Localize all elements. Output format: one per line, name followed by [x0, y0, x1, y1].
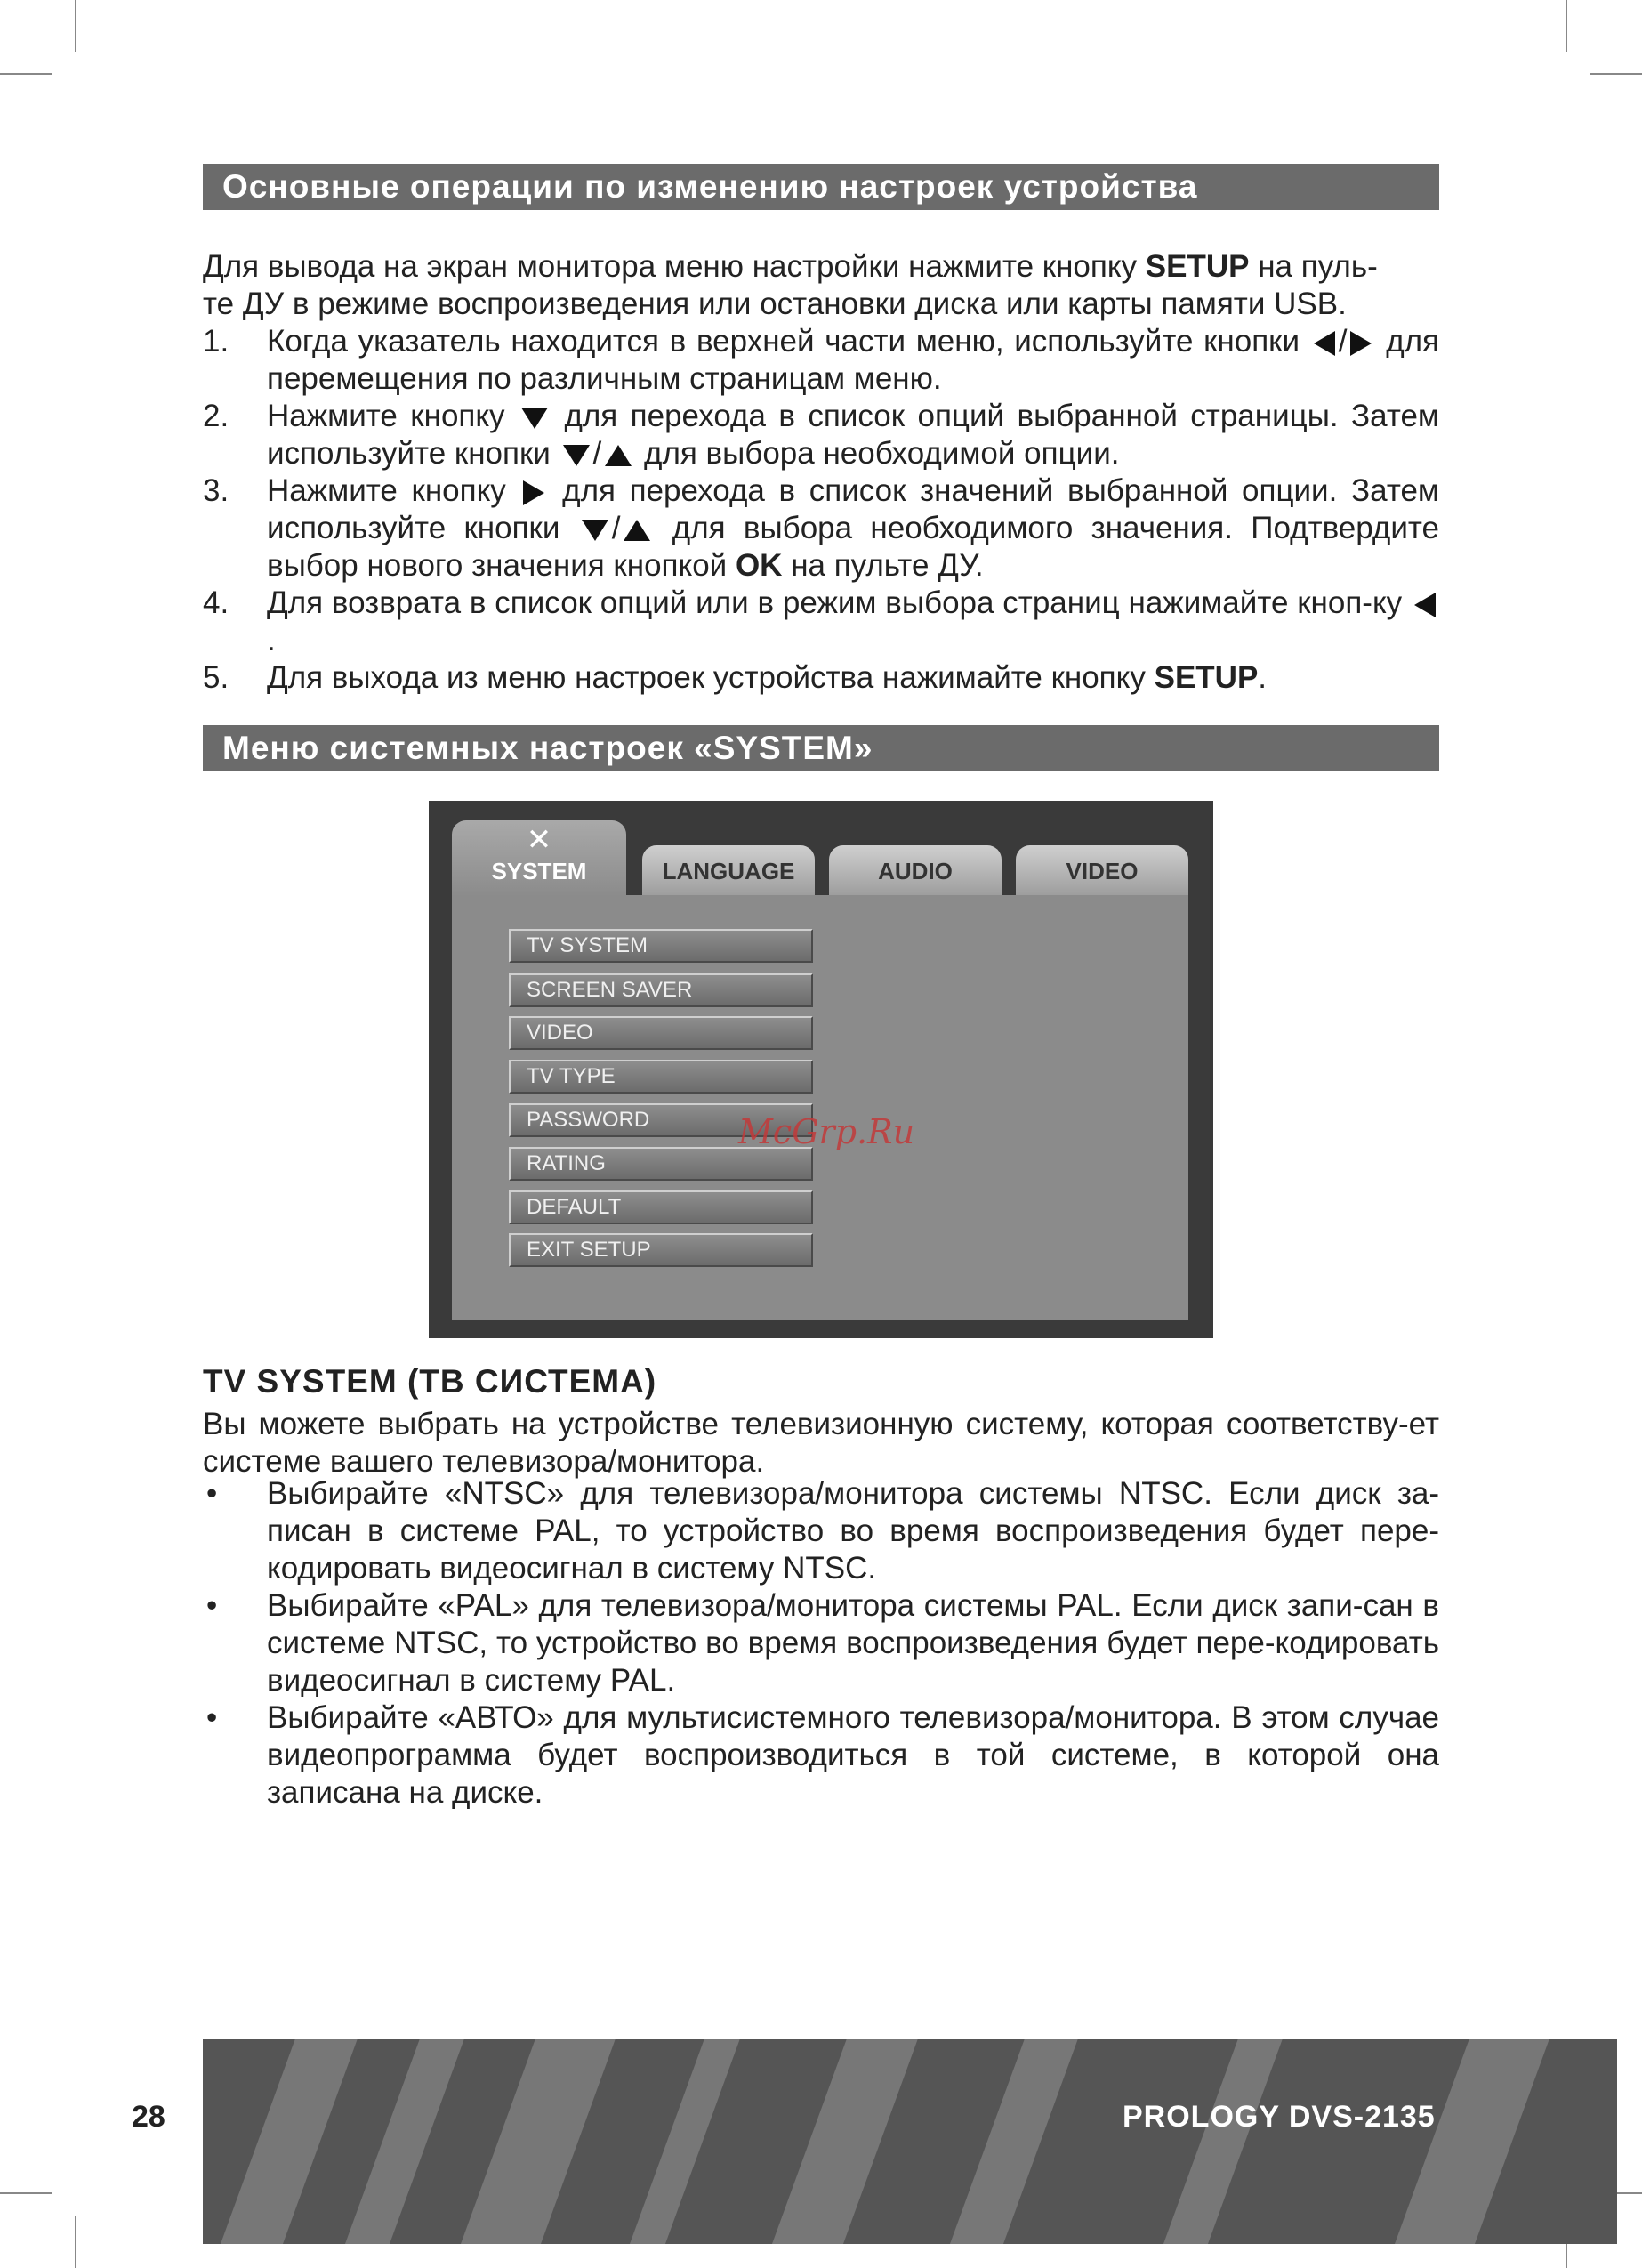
tools-icon: ✕ [526, 823, 552, 857]
decorative-stripe [762, 2039, 924, 2244]
bullet-text: Выбирайте «PAL» для телевизора/монитора системы PAL. Если диск запи-сан в системе NTSC, то устройство во время воспроизведения будет пере-кодировать видеосигнал в систему PAL. [267, 1588, 1439, 1698]
step-number: 5. [203, 660, 229, 695]
decorative-stripe [1385, 2039, 1556, 2244]
watermark: McGrp.Ru [738, 1112, 915, 1151]
list-item [203, 1699, 1439, 1812]
bullet-icon: • [206, 1476, 218, 1511]
down-arrow-icon [521, 408, 548, 429]
list-item [203, 398, 1439, 472]
decorative-stripe [211, 2039, 364, 2244]
brand-model: PROLOGY DVS-2135 [1123, 2100, 1436, 2134]
up-arrow-icon [624, 520, 650, 541]
section-title-basic-operations: Основные операции по изменению настроек устройства [203, 164, 1439, 210]
tab-label: SYSTEM [491, 858, 587, 884]
menu-panel [452, 895, 1188, 1320]
tab-label: LANGUAGE [662, 858, 795, 884]
menu-item-rating[interactable]: RATING [509, 1147, 813, 1181]
list-item [203, 323, 1439, 398]
page-number: 28 [132, 2100, 165, 2134]
ok-key: OK [735, 548, 783, 583]
crop-mark [1590, 73, 1642, 75]
slash: / [611, 511, 621, 545]
setup-key: SETUP [1145, 249, 1250, 284]
step-text: . [267, 623, 276, 658]
step-text: . [1258, 660, 1268, 695]
menu-screenshot [429, 801, 1213, 1338]
list-item [203, 659, 1439, 697]
step-text: Когда указатель находится в верхней части меню, используйте кнопки [267, 324, 1300, 359]
step-text: Для возврата в список опций или в режим выбора страниц нажимайте кноп-ку [267, 585, 1403, 620]
step-text: Нажмите кнопку [267, 473, 506, 508]
step-text: Для выхода из меню настроек устройства нажимайте кнопку [267, 660, 1146, 695]
menu-item-screen-saver[interactable]: SCREEN SAVER [509, 973, 813, 1007]
left-arrow-icon [1414, 593, 1436, 617]
decorative-stripe [620, 2039, 746, 2244]
bullet-text: Выбирайте «АВТО» для мультисистемного телевизора/монитора. В этом случае видеопрограмма будет воспроизводиться в той системе, в которой она записана на диске. [267, 1700, 1439, 1810]
bullet-icon: • [206, 1588, 218, 1623]
list-item [203, 1475, 1439, 1587]
crop-mark [75, 0, 76, 52]
menu-item-exit-setup[interactable]: EXIT SETUP [509, 1233, 813, 1267]
menu-item-tv-system[interactable]: TV SYSTEM [509, 929, 813, 963]
step-text: на пульте ДУ. [791, 548, 984, 583]
tv-system-bullets [203, 1475, 1439, 1812]
bullet-icon: • [206, 1700, 218, 1735]
up-arrow-icon [605, 445, 632, 466]
footer-band [203, 2039, 1617, 2244]
decorative-stripe [940, 2039, 1084, 2244]
slash: / [592, 436, 602, 471]
step-text: Нажмите кнопку [267, 399, 505, 433]
crop-mark [75, 2216, 76, 2268]
section-title-system-menu: Меню системных настроек «SYSTEM» [203, 725, 1439, 771]
intro-paragraph [203, 248, 1439, 323]
step-text: для перемещения по различным страницам меню. [267, 324, 1439, 396]
tab-system[interactable] [452, 820, 626, 897]
steps-list [203, 323, 1439, 697]
right-arrow-icon [1350, 331, 1372, 356]
intro-text: Для вывода на экран монитора меню настройки нажмите кнопку [203, 249, 1138, 284]
intro-text: те ДУ в режиме воспроизведения или остановки диска или карты памяти USB. [203, 287, 1347, 321]
menu-item-default[interactable]: DEFAULT [509, 1190, 813, 1224]
decorative-stripe [335, 2039, 471, 2244]
tab-video[interactable] [1016, 845, 1188, 897]
step-text: для перехода в список значений выбранной опции. Затем используйте кнопки [267, 473, 1439, 545]
decorative-stripe [1154, 2039, 1289, 2244]
right-arrow-icon [523, 480, 544, 505]
tab-audio[interactable] [829, 845, 1002, 897]
crop-mark [1566, 0, 1567, 52]
step-text: для перехода в список опций выбранной страницы. Затем используйте кнопки [267, 399, 1439, 471]
menu-item-password[interactable]: PASSWORD [509, 1103, 813, 1137]
tab-label: VIDEO [1066, 858, 1139, 884]
step-number: 4. [203, 585, 229, 620]
slash: / [1338, 324, 1348, 359]
down-arrow-icon [582, 520, 608, 541]
decorative-stripe [451, 2039, 622, 2244]
list-item [203, 585, 1439, 659]
step-text: для выбора необходимой опции. [644, 436, 1120, 471]
step-text: для выбора необходимого значения. Подтвердите выбор нового значения кнопкой [267, 511, 1439, 583]
tab-label: AUDIO [878, 858, 953, 884]
bullet-text: Выбирайте «NTSC» для телевизора/монитора системы NTSC. Если диск за-писан в системе PAL, то устройство во время воспроизведения будет пере-кодировать видеосигнал в систему NTSC. [267, 1476, 1439, 1586]
list-item [203, 472, 1439, 585]
crop-mark [0, 73, 52, 75]
left-arrow-icon [1314, 331, 1335, 356]
intro-text: на пуль- [1258, 249, 1378, 284]
list-item [203, 1587, 1439, 1699]
tv-system-intro: Вы можете выбрать на устройстве телевизионную систему, которая соответству-ет системе вашего телевизора/монитора. [203, 1407, 1439, 1479]
crop-mark [0, 2192, 52, 2194]
step-number: 2. [203, 399, 229, 433]
tv-system-heading: TV SYSTEM (ТВ СИСТЕМА) [203, 1363, 657, 1400]
tab-language[interactable] [642, 845, 815, 897]
menu-item-tv-type[interactable]: TV TYPE [509, 1060, 813, 1094]
menu-item-video[interactable]: VIDEO [509, 1016, 813, 1050]
step-number: 1. [203, 324, 229, 359]
down-arrow-icon [563, 445, 590, 466]
setup-key: SETUP [1154, 660, 1259, 695]
step-number: 3. [203, 473, 229, 508]
